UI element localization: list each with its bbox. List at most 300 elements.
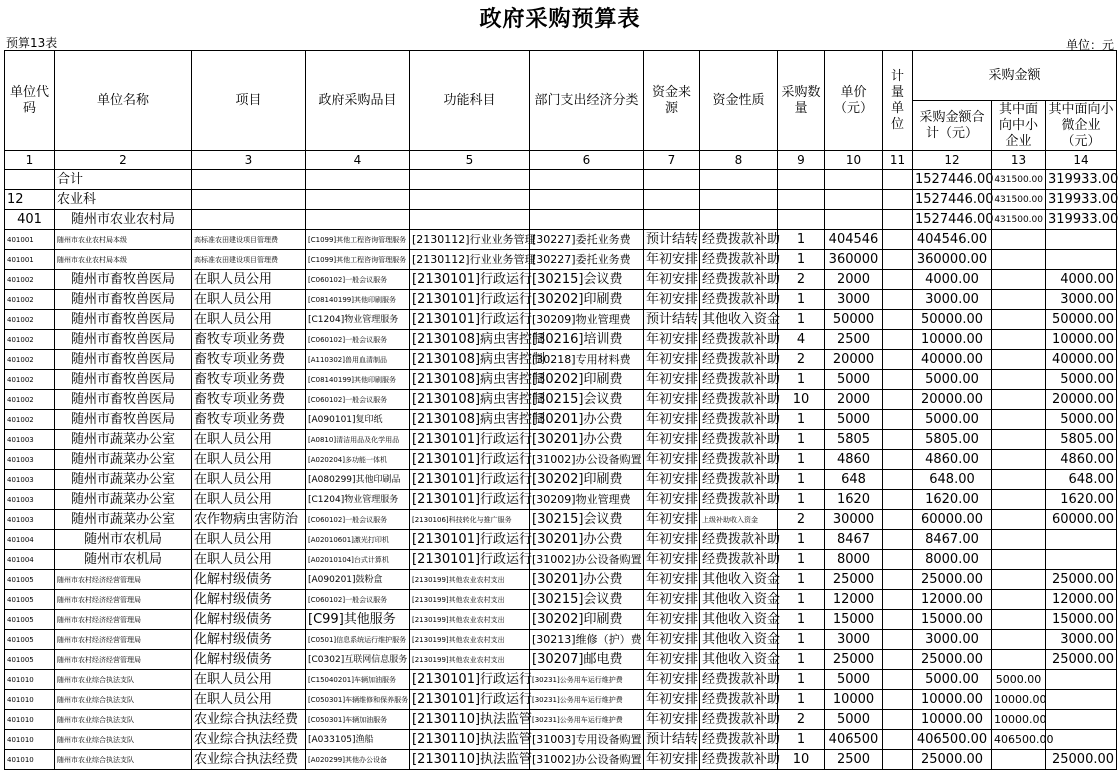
cell-price: 5000 xyxy=(825,410,883,430)
cell-measure-unit xyxy=(883,330,913,350)
cell-unit-code: 401002 xyxy=(5,270,55,290)
cell-micro xyxy=(1046,230,1117,250)
table-row xyxy=(5,730,1117,750)
cell-sme xyxy=(992,530,1046,550)
cell-econ: [30202]印刷费 xyxy=(530,610,644,630)
cell-project: 在职人员公用 xyxy=(192,270,306,290)
cell-micro xyxy=(1046,690,1117,710)
cell-micro: 5000.00 xyxy=(1046,410,1117,430)
cell-total: 10000.00 xyxy=(913,690,992,710)
cell-project: 畜牧专项业务费 xyxy=(192,370,306,390)
cell-total: 5805.00 xyxy=(913,430,992,450)
header-price: 单价（元） xyxy=(825,51,883,151)
cell-price: 25000 xyxy=(825,650,883,670)
cell-econ: [30216]培训费 xyxy=(530,330,644,350)
cell-econ: [30215]会议费 xyxy=(530,390,644,410)
cell-fund-source: 年初安排 xyxy=(644,290,700,310)
header-amount-group: 采购金额 xyxy=(913,51,1117,101)
cell-micro: 3000.00 xyxy=(1046,630,1117,650)
cell-sme xyxy=(992,650,1046,670)
cell-project xyxy=(192,190,306,210)
cell-project: 在职人员公用 xyxy=(192,550,306,570)
column-number: 10 xyxy=(825,151,883,170)
sheet-number: 预算13表 xyxy=(6,36,58,50)
table-body xyxy=(5,170,1117,770)
cell-project: 在职人员公用 xyxy=(192,530,306,550)
cell-func: [2130112]行业业务管理 xyxy=(410,250,530,270)
cell-unit-code: 401001 xyxy=(5,250,55,270)
cell-project: 在职人员公用 xyxy=(192,310,306,330)
column-number: 3 xyxy=(192,151,306,170)
cell-micro: 5000.00 xyxy=(1046,370,1117,390)
cell-project: 农业综合执法经费 xyxy=(192,730,306,750)
cell-unit-code: 401 xyxy=(5,210,55,230)
cell-func: [2130101]行政运行 xyxy=(410,290,530,310)
cell-fund-nature: 经费拨款补助 xyxy=(700,350,778,370)
cell-price: 2500 xyxy=(825,750,883,770)
cell-sme xyxy=(992,250,1046,270)
cell-func: [2130108]病虫害控制 xyxy=(410,390,530,410)
cell-sme xyxy=(992,590,1046,610)
cell-fund-source: 年初安排 xyxy=(644,450,700,470)
cell-total: 4000.00 xyxy=(913,270,992,290)
cell-fund-nature: 其他收入资金 xyxy=(700,570,778,590)
cell-unit-code: 401003 xyxy=(5,430,55,450)
cell-fund-nature: 其他收入资金 xyxy=(700,310,778,330)
cell-unit-code: 401002 xyxy=(5,390,55,410)
cell-micro: 25000.00 xyxy=(1046,650,1117,670)
header-micro: 其中面向小微企业（元） xyxy=(1046,101,1117,151)
cell-price: 5000 xyxy=(825,370,883,390)
cell-qty: 2 xyxy=(778,270,825,290)
cell-fund-source: 年初安排 xyxy=(644,750,700,770)
cell-total: 1527446.00 xyxy=(913,170,992,190)
table-row xyxy=(5,390,1117,410)
cell-item: [C050301]车辆维修和保养服务 xyxy=(306,690,410,710)
cell-sme: 10000.00 xyxy=(992,690,1046,710)
cell-fund-source: 预计结转 xyxy=(644,230,700,250)
cell-micro xyxy=(1046,250,1117,270)
cell-price: 3000 xyxy=(825,630,883,650)
cell-func: [2130101]行政运行 xyxy=(410,490,530,510)
cell-unit-code: 401010 xyxy=(5,690,55,710)
cell-sme xyxy=(992,370,1046,390)
cell-econ: [30231]公务用车运行维护费 xyxy=(530,670,644,690)
cell-unit-code: 401003 xyxy=(5,510,55,530)
column-number: 11 xyxy=(883,151,913,170)
cell-fund-source: 年初安排 xyxy=(644,390,700,410)
cell-unit-name: 随州市蔬菜办公室 xyxy=(55,510,192,530)
cell-micro xyxy=(1046,710,1117,730)
cell-unit-code: 401002 xyxy=(5,330,55,350)
cell-func: [2130101]行政运行 xyxy=(410,270,530,290)
cell-measure-unit xyxy=(883,310,913,330)
column-number: 13 xyxy=(992,151,1046,170)
cell-unit-code: 401002 xyxy=(5,370,55,390)
currency-unit: 单位：元 xyxy=(1065,38,1114,52)
cell-measure-unit xyxy=(883,430,913,450)
cell-econ: [30227]委托业务费 xyxy=(530,250,644,270)
cell-sme xyxy=(992,510,1046,530)
cell-project: 畜牧专项业务费 xyxy=(192,350,306,370)
cell-price: 20000 xyxy=(825,350,883,370)
cell-price: 4860 xyxy=(825,450,883,470)
cell-fund-nature xyxy=(700,190,778,210)
cell-unit-name: 随州市蔬菜办公室 xyxy=(55,450,192,470)
cell-unit-name: 随州市农业综合执法支队 xyxy=(55,750,192,770)
cell-item: [C060102]一般会议服务 xyxy=(306,510,410,530)
cell-qty: 1 xyxy=(778,530,825,550)
table-row xyxy=(5,310,1117,330)
cell-econ xyxy=(530,170,644,190)
column-number: 8 xyxy=(700,151,778,170)
cell-qty xyxy=(778,170,825,190)
cell-item: [C060102]一般会议服务 xyxy=(306,390,410,410)
cell-func: [2130101]行政运行 xyxy=(410,430,530,450)
cell-qty: 2 xyxy=(778,510,825,530)
cell-project xyxy=(192,170,306,190)
cell-fund-nature: 经费拨款补助 xyxy=(700,470,778,490)
cell-fund-source: 年初安排 xyxy=(644,250,700,270)
cell-fund-source: 年初安排 xyxy=(644,670,700,690)
cell-unit-code: 401002 xyxy=(5,410,55,430)
cell-price: 5000 xyxy=(825,670,883,690)
cell-measure-unit xyxy=(883,270,913,290)
cell-fund-source xyxy=(644,170,700,190)
cell-func: [2130101]行政运行 xyxy=(410,450,530,470)
cell-micro: 319933.00 xyxy=(1046,210,1117,230)
cell-total: 10000.00 xyxy=(913,710,992,730)
cell-fund-nature: 经费拨款补助 xyxy=(700,410,778,430)
cell-fund-source: 年初安排 xyxy=(644,430,700,450)
cell-price: 648 xyxy=(825,470,883,490)
budget-table xyxy=(4,50,1117,770)
cell-unit-name: 农业科 xyxy=(55,190,192,210)
column-number: 4 xyxy=(306,151,410,170)
cell-project: 化解村级债务 xyxy=(192,610,306,630)
cell-price: 50000 xyxy=(825,310,883,330)
cell-measure-unit xyxy=(883,470,913,490)
cell-sme xyxy=(992,570,1046,590)
cell-unit-name: 随州市畜牧兽医局 xyxy=(55,410,192,430)
cell-item: [C99]其他服务 xyxy=(306,610,410,630)
cell-unit-name: 随州市畜牧兽医局 xyxy=(55,350,192,370)
cell-fund-nature: 经费拨款补助 xyxy=(700,370,778,390)
cell-unit-name: 随州市农村经济经营管理局 xyxy=(55,630,192,650)
table-row xyxy=(5,550,1117,570)
cell-qty: 1 xyxy=(778,410,825,430)
cell-total: 406500.00 xyxy=(913,730,992,750)
cell-econ: [30218]专用材料费 xyxy=(530,350,644,370)
cell-measure-unit xyxy=(883,710,913,730)
cell-qty: 1 xyxy=(778,490,825,510)
column-number: 6 xyxy=(530,151,644,170)
cell-econ: [30202]印刷费 xyxy=(530,290,644,310)
cell-measure-unit xyxy=(883,670,913,690)
cell-item: [A090101]复印纸 xyxy=(306,410,410,430)
cell-sme: 431500.00 xyxy=(992,170,1046,190)
cell-fund-source: 年初安排 xyxy=(644,590,700,610)
cell-price: 3000 xyxy=(825,290,883,310)
cell-func: [2130101]行政运行 xyxy=(410,690,530,710)
cell-func: [2130106]科技转化与推广服务 xyxy=(410,510,530,530)
cell-micro: 40000.00 xyxy=(1046,350,1117,370)
cell-unit-code: 401010 xyxy=(5,750,55,770)
cell-project: 在职人员公用 xyxy=(192,450,306,470)
cell-unit-code: 401005 xyxy=(5,650,55,670)
cell-micro: 50000.00 xyxy=(1046,310,1117,330)
cell-unit-name: 随州市畜牧兽医局 xyxy=(55,310,192,330)
cell-micro xyxy=(1046,550,1117,570)
cell-unit-code: 401004 xyxy=(5,530,55,550)
cell-econ: [30201]办公费 xyxy=(530,430,644,450)
cell-project: 在职人员公用 xyxy=(192,290,306,310)
cell-func xyxy=(410,170,530,190)
cell-qty: 1 xyxy=(778,670,825,690)
cell-price: 406500 xyxy=(825,730,883,750)
cell-qty: 1 xyxy=(778,370,825,390)
cell-unit-name: 随州市畜牧兽医局 xyxy=(55,390,192,410)
table-row xyxy=(5,630,1117,650)
cell-econ: [31002]办公设备购置 xyxy=(530,750,644,770)
cell-price: 10000 xyxy=(825,690,883,710)
cell-sme xyxy=(992,470,1046,490)
cell-micro: 5805.00 xyxy=(1046,430,1117,450)
cell-unit-code: 401004 xyxy=(5,550,55,570)
cell-price: 25000 xyxy=(825,570,883,590)
cell-total: 60000.00 xyxy=(913,510,992,530)
cell-sme xyxy=(992,490,1046,510)
cell-price: 404546 xyxy=(825,230,883,250)
cell-measure-unit xyxy=(883,250,913,270)
table-row xyxy=(5,670,1117,690)
cell-unit-code: 401002 xyxy=(5,350,55,370)
cell-measure-unit xyxy=(883,630,913,650)
cell-item: [A020299]其他办公设备 xyxy=(306,750,410,770)
cell-sme xyxy=(992,310,1046,330)
cell-qty: 10 xyxy=(778,390,825,410)
cell-unit-code: 401010 xyxy=(5,730,55,750)
cell-fund-source: 年初安排 xyxy=(644,630,700,650)
cell-total: 12000.00 xyxy=(913,590,992,610)
cell-fund-nature: 经费拨款补助 xyxy=(700,750,778,770)
cell-unit-code xyxy=(5,170,55,190)
header-measure-unit: 计量单位 xyxy=(883,51,913,151)
cell-qty: 1 xyxy=(778,250,825,270)
cell-econ: [31002]办公设备购置 xyxy=(530,450,644,470)
cell-total: 20000.00 xyxy=(913,390,992,410)
cell-micro: 648.00 xyxy=(1046,470,1117,490)
cell-price: 5805 xyxy=(825,430,883,450)
cell-micro: 3000.00 xyxy=(1046,290,1117,310)
cell-func: [2130101]行政运行 xyxy=(410,550,530,570)
cell-func xyxy=(410,210,530,230)
cell-sme: 5000.00 xyxy=(992,670,1046,690)
cell-total: 15000.00 xyxy=(913,610,992,630)
table-row xyxy=(5,230,1117,250)
cell-fund-nature: 其他收入资金 xyxy=(700,590,778,610)
cell-sme: 431500.00 xyxy=(992,190,1046,210)
cell-project: 高标准农田建设项目管理费 xyxy=(192,230,306,250)
cell-fund-source xyxy=(644,210,700,230)
cell-fund-nature: 经费拨款补助 xyxy=(700,290,778,310)
cell-measure-unit xyxy=(883,730,913,750)
cell-qty: 1 xyxy=(778,690,825,710)
cell-fund-nature: 经费拨款补助 xyxy=(700,710,778,730)
cell-project: 畜牧专项业务费 xyxy=(192,390,306,410)
cell-sme xyxy=(992,610,1046,630)
cell-price: 8000 xyxy=(825,550,883,570)
cell-fund-nature xyxy=(700,170,778,190)
cell-unit-name: 随州市农业农村局本级 xyxy=(55,250,192,270)
cell-sme: 10000.00 xyxy=(992,710,1046,730)
cell-fund-source: 年初安排 xyxy=(644,270,700,290)
cell-micro: 1620.00 xyxy=(1046,490,1117,510)
cell-unit-code: 401003 xyxy=(5,470,55,490)
cell-econ: [31003]专用设备购置 xyxy=(530,730,644,750)
cell-fund-nature: 经费拨款补助 xyxy=(700,530,778,550)
cell-micro: 10000.00 xyxy=(1046,330,1117,350)
cell-qty: 10 xyxy=(778,750,825,770)
cell-project: 在职人员公用 xyxy=(192,430,306,450)
cell-fund-source: 年初安排 xyxy=(644,410,700,430)
header-econ: 部门支出经济分类 xyxy=(530,51,644,151)
cell-unit-name: 随州市农业综合执法支队 xyxy=(55,670,192,690)
cell-micro xyxy=(1046,730,1117,750)
cell-item: [A080299]其他印刷品 xyxy=(306,470,410,490)
cell-func: [2130110]执法监管 xyxy=(410,750,530,770)
cell-qty: 1 xyxy=(778,470,825,490)
cell-unit-name: 随州市农业综合执法支队 xyxy=(55,710,192,730)
cell-qty: 1 xyxy=(778,590,825,610)
cell-price: 15000 xyxy=(825,610,883,630)
cell-unit-code: 401005 xyxy=(5,590,55,610)
cell-total: 5000.00 xyxy=(913,370,992,390)
cell-measure-unit xyxy=(883,290,913,310)
cell-fund-source: 年初安排 xyxy=(644,470,700,490)
cell-qty: 2 xyxy=(778,350,825,370)
cell-measure-unit xyxy=(883,610,913,630)
cell-fund-nature: 经费拨款补助 xyxy=(700,450,778,470)
cell-total: 3000.00 xyxy=(913,290,992,310)
cell-fund-nature: 经费拨款补助 xyxy=(700,670,778,690)
header-sme: 其中面向中小企业 xyxy=(992,101,1046,151)
cell-unit-name: 随州市农业综合执法支队 xyxy=(55,690,192,710)
cell-measure-unit xyxy=(883,490,913,510)
cell-sme xyxy=(992,330,1046,350)
header-fund-nature: 资金性质 xyxy=(700,51,778,151)
cell-fund-nature: 经费拨款补助 xyxy=(700,250,778,270)
cell-func: [2130108]病虫害控制 xyxy=(410,350,530,370)
cell-func: [2130101]行政运行 xyxy=(410,310,530,330)
cell-unit-name: 随州市农业农村局 xyxy=(55,210,192,230)
cell-fund-nature: 经费拨款补助 xyxy=(700,430,778,450)
cell-total: 1527446.00 xyxy=(913,190,992,210)
header-qty: 采购数量 xyxy=(778,51,825,151)
cell-measure-unit xyxy=(883,510,913,530)
table-row xyxy=(5,530,1117,550)
cell-fund-nature: 经费拨款补助 xyxy=(700,270,778,290)
cell-fund-source: 预计结转 xyxy=(644,310,700,330)
cell-price xyxy=(825,170,883,190)
cell-item: [A033105]渔船 xyxy=(306,730,410,750)
cell-item: [A0810]清洁用品及化学用品 xyxy=(306,430,410,450)
cell-func: [2130101]行政运行 xyxy=(410,530,530,550)
table-row xyxy=(5,290,1117,310)
cell-qty: 2 xyxy=(778,710,825,730)
cell-price: 2500 xyxy=(825,330,883,350)
cell-total: 8000.00 xyxy=(913,550,992,570)
table-row xyxy=(5,470,1117,490)
cell-fund-source: 年初安排 xyxy=(644,530,700,550)
cell-project: 在职人员公用 xyxy=(192,490,306,510)
cell-econ: [30201]办公费 xyxy=(530,410,644,430)
table-row xyxy=(5,710,1117,730)
cell-fund-nature: 经费拨款补助 xyxy=(700,690,778,710)
cell-sme xyxy=(992,750,1046,770)
cell-item: [C1204]物业管理服务 xyxy=(306,490,410,510)
cell-func: [2130101]行政运行 xyxy=(410,470,530,490)
cell-project: 在职人员公用 xyxy=(192,690,306,710)
cell-total: 8467.00 xyxy=(913,530,992,550)
cell-project: 农业综合执法经费 xyxy=(192,750,306,770)
cell-unit-name: 随州市农业农村局本级 xyxy=(55,230,192,250)
cell-qty: 1 xyxy=(778,630,825,650)
cell-fund-source: 年初安排 xyxy=(644,510,700,530)
cell-econ: [30215]会议费 xyxy=(530,590,644,610)
cell-project xyxy=(192,210,306,230)
cell-unit-code: 401010 xyxy=(5,710,55,730)
cell-fund-source: 预计结转 xyxy=(644,730,700,750)
header-unit-name: 单位名称 xyxy=(55,51,192,151)
cell-measure-unit xyxy=(883,550,913,570)
cell-econ: [30231]公务用车运行维护费 xyxy=(530,690,644,710)
cell-fund-source: 年初安排 xyxy=(644,490,700,510)
column-number: 5 xyxy=(410,151,530,170)
cell-fund-source xyxy=(644,190,700,210)
cell-sme xyxy=(992,550,1046,570)
cell-qty: 4 xyxy=(778,330,825,350)
header-fund-source: 资金来源 xyxy=(644,51,700,151)
cell-total: 4860.00 xyxy=(913,450,992,470)
cell-project: 化解村级债务 xyxy=(192,590,306,610)
cell-project: 在职人员公用 xyxy=(192,470,306,490)
cell-total: 5000.00 xyxy=(913,410,992,430)
cell-econ: [30215]会议费 xyxy=(530,270,644,290)
cell-measure-unit xyxy=(883,650,913,670)
cell-fund-source: 年初安排 xyxy=(644,710,700,730)
cell-item: [A090201]鼓粉盒 xyxy=(306,570,410,590)
cell-fund-nature: 经费拨款补助 xyxy=(700,550,778,570)
cell-sme xyxy=(992,630,1046,650)
cell-sme xyxy=(992,450,1046,470)
cell-sme xyxy=(992,230,1046,250)
cell-measure-unit xyxy=(883,230,913,250)
cell-item: [C060102]一般会议服务 xyxy=(306,330,410,350)
cell-fund-nature: 上级补助收入资金 xyxy=(700,510,778,530)
cell-unit-name: 随州市农村经济经营管理局 xyxy=(55,570,192,590)
cell-micro: 319933.00 xyxy=(1046,170,1117,190)
cell-item xyxy=(306,170,410,190)
cell-measure-unit xyxy=(883,170,913,190)
table-row xyxy=(5,370,1117,390)
cell-unit-name: 随州市蔬菜办公室 xyxy=(55,430,192,450)
cell-project: 畜牧专项业务费 xyxy=(192,410,306,430)
cell-unit-code: 401005 xyxy=(5,630,55,650)
cell-price: 2000 xyxy=(825,390,883,410)
cell-qty: 1 xyxy=(778,730,825,750)
table-row xyxy=(5,610,1117,630)
